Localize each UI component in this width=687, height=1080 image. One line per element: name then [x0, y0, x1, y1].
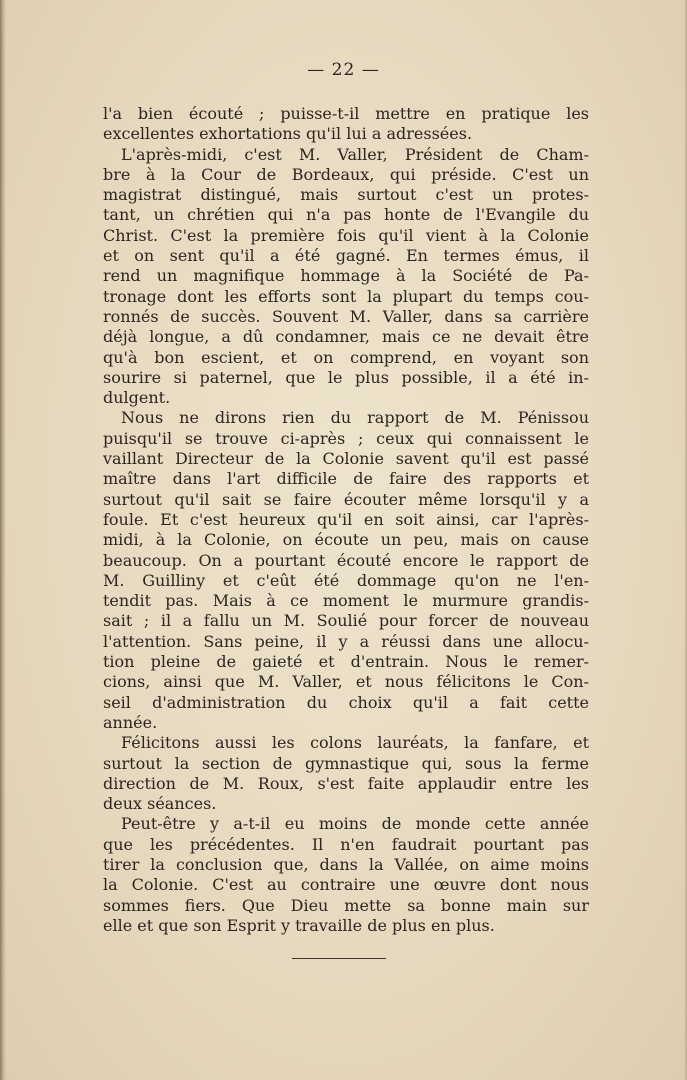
paragraph-3	[103, 408, 589, 733]
text-line: puisqu'il se trouve ci-après ; ceux qui connaissent le	[103, 428, 589, 448]
text-line: surtout qu'il sait se faire écouter même lorsqu'il y a	[103, 489, 589, 509]
text-line: M. Guilliny et c'eût été dommage qu'on ne l'en-	[103, 570, 589, 590]
text-line: vaillant Directeur de la Colonie savent qu'il est passé	[103, 449, 589, 469]
text-line: la Colonie. C'est au contraire une œuvre dont nous	[103, 875, 589, 895]
text-line: foule. Et c'est heureux qu'il en soit ainsi, car l'après-	[103, 509, 589, 529]
text-line: beaucoup. On a pourtant écouté encore le rapport de	[103, 550, 589, 570]
text-line: et on sent qu'il a été gagné. En termes émus, il	[103, 246, 589, 266]
page-binding-edge	[0, 0, 6, 1080]
text-line: Peut-être y a-t-il eu moins de monde cette année	[121, 814, 589, 834]
paragraph-4	[103, 733, 589, 814]
text-line: rend un magnifique hommage à la Société de Pa-	[103, 266, 589, 286]
text-line: année.	[103, 712, 158, 732]
text-line: surtout la section de gymnastique qui, sous la ferme	[103, 753, 589, 773]
text-line: tirer la conclusion que, dans la Vallée, on aime moins	[103, 854, 589, 874]
text-line: sourire si paternel, que le plus possible, il a été in-	[103, 367, 589, 387]
text-line: excellentes exhortations qu'il lui a adressées.	[103, 124, 473, 144]
text-line: Christ. C'est la première fois qu'il vient à la Colonie	[103, 225, 589, 245]
closing-rule	[292, 958, 386, 959]
text-line: que les précédentes. Il n'en faudrait pourtant pas	[103, 834, 589, 854]
text-line: tion pleine de gaieté et d'entrain. Nous le remer-	[103, 652, 589, 672]
body-text	[103, 104, 589, 936]
text-line: maître dans l'art difficile de faire des rapports et	[103, 469, 589, 489]
text-line: qu'à bon escient, et on comprend, en voyant son	[103, 347, 589, 367]
text-line: deux séances.	[103, 794, 217, 814]
text-line: déjà longue, a dû condamner, mais ce ne devait être	[103, 327, 589, 347]
text-line: direction de M. Roux, s'est faite applaudir entre les	[103, 773, 589, 793]
page-number: — 22 —	[307, 60, 380, 80]
text-line: dulgent.	[103, 388, 171, 408]
text-line: Félicitons aussi les colons lauréats, la fanfare, et	[121, 733, 589, 753]
text-line: tendit pas. Mais à ce moment le murmure grandis-	[103, 591, 589, 611]
text-line: Nous ne dirons rien du rapport de M. Pénissou	[121, 408, 589, 428]
text-line: sommes fiers. Que Dieu mette sa bonne main sur	[103, 895, 589, 915]
text-line: elle et que son Esprit y travaille de plus en plus.	[103, 915, 495, 935]
paragraph-2	[103, 145, 589, 409]
text-line: bre à la Cour de Bordeaux, qui préside. C'est un	[103, 164, 589, 184]
text-line: L'après-midi, c'est M. Valler, Président de Cham-	[121, 144, 589, 164]
text-line: l'attention. Sans peine, il y a réussi dans une allocu-	[103, 631, 589, 651]
paragraph-1	[103, 104, 589, 145]
paragraph-5	[103, 814, 589, 936]
text-line: tronage dont les efforts sont la plupart du temps cou-	[103, 286, 589, 306]
text-line: midi, à la Colonie, on écoute un peu, mais on cause	[103, 530, 589, 550]
text-line: ronnés de succès. Souvent M. Valler, dans sa carrière	[103, 306, 589, 326]
text-line: seil d'administration du choix qu'il a fait cette	[103, 692, 589, 712]
text-line: sait ; il a fallu un M. Soulié pour forcer de nouveau	[103, 611, 589, 631]
text-line: tant, un chrétien qui n'a pas honte de l'Evangile du	[103, 205, 589, 225]
text-line: l'a bien écouté ; puisse-t-il mettre en pratique les	[103, 104, 589, 123]
text-line: magistrat distingué, mais surtout c'est un protes-	[103, 185, 589, 205]
text-line: cions, ainsi que M. Valler, et nous félicitons le Con-	[103, 672, 589, 692]
